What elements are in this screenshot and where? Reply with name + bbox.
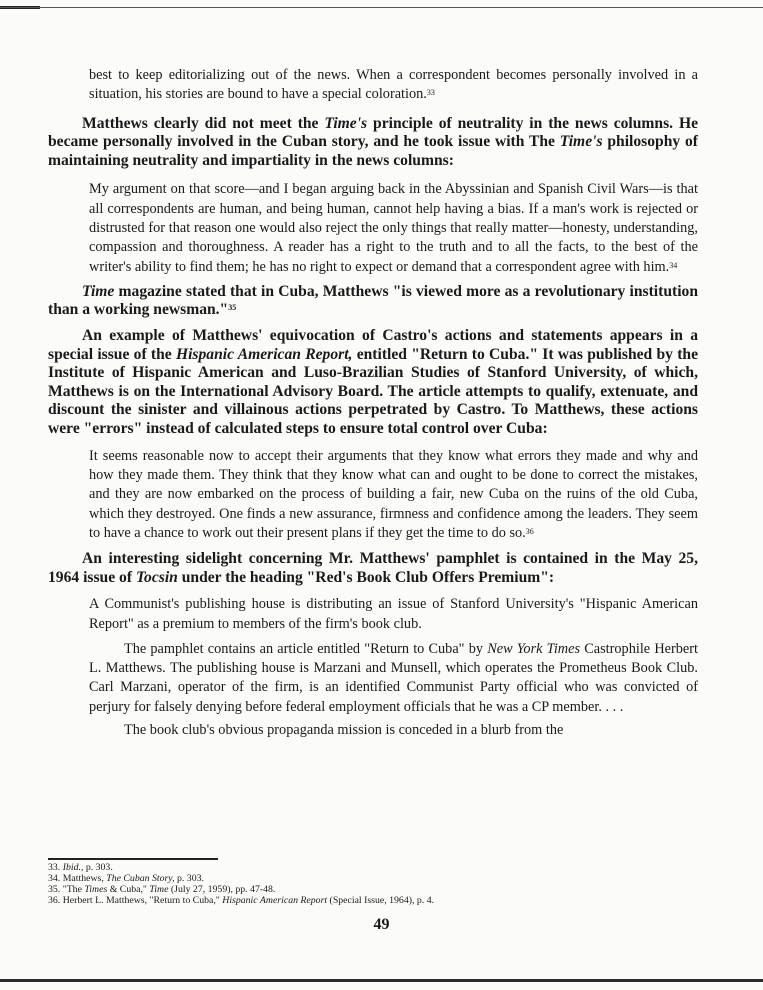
footnote-ref[interactable]: 36 xyxy=(525,526,534,536)
body-paragraph: An interesting sidelight concerning Mr. Matthews' pamphlet is contained in the May 25, 1964 issue of Tocsin under the heading "Red's Book Club Offers Premium": xyxy=(48,550,698,586)
body-paragraph: An example of Matthews' equivocation of Castro's actions and statements appears in a special issue of the Hispanic American Report, entitled "Return to Cuba." It was published by the Institute of Hispanic American and Luso-Brazilian Studies of Stanford University, of which, Matthews is on the International Advisory Board. The article attempts to qualify, extenuate, and discount the sinister and villainous actions perpetrated by Castro. To Matthews, these actions were "errors" instead of calculated steps to ensure total control over Cuba: xyxy=(48,327,698,438)
body-paragraph: Matthews clearly did not meet the Time's principle of neutrality in the news columns. He became personally involved in the Cuban story, and he took issue with The Time's philosophy of maintaining neutrality and impartiality in the news columns: xyxy=(48,114,699,169)
footnote-34: 34. Matthews, The Cuban Story, p. 303. xyxy=(48,873,204,884)
footnote-ref[interactable]: 34 xyxy=(669,260,678,270)
bottom-rule xyxy=(0,979,763,982)
footnote-ref[interactable]: 33 xyxy=(426,88,435,98)
body-paragraph: Time magazine stated that in Cuba, Matthews "is viewed more as a revolutionary institution than a working newsman."$^{35}$ xyxy=(48,282,698,319)
quote-paragraph: The book club's obvious propaganda mission is conceded in a blurb from the xyxy=(124,722,564,739)
top-rule xyxy=(0,7,763,8)
footnote-35: 35. "The Times & Cuba," Time (July 27, 1959), pp. 47-48. xyxy=(48,884,276,895)
quote-paragraph: The pamphlet contains an article entitled "Return to Cuba" by New York Times Castrophile Herbert L. Matthews. The publishing house is Marzani and Munsell, which operates the Prometheus Book Club. Carl Marzani, operator of the firm, is an identified Communist Party official who was convicted of perjury for falsely denying before federal employment officials that he was a CP member. . . . xyxy=(89,640,698,715)
page-body xyxy=(48,64,698,740)
footnote-33: 33. Ibid., p. 303. xyxy=(48,862,113,873)
footnote-ref[interactable]: 35 xyxy=(228,303,237,313)
quote-paragraph: best to keep editorializing out of the news. When a correspondent becomes personally involved in a situation, his stories are bound to have a special coloration.$^{33}$ xyxy=(89,67,698,103)
quote-paragraph: It seems reasonable now to accept their arguments that they know what errors they made and why and how they made them. They think that they know what can and ought to be done to correct the mistakes, and they are now embarked on the process of building a fair, new Cuba on the ruins of the old Cuba, which they destroyed. One finds a new assurance, firmness and confidence among the leaders. They seem to have a chance to work out their present plans if they get the time to do so.$^{36}$ xyxy=(89,447,698,541)
footnotes xyxy=(48,862,698,906)
quote-paragraph: My argument on that score—and I began arguing back in the Abyssinian and Spanish Civil Wars—is that all correspondents are human, and being human, cannot help having a bias. If a man's work is rejected or distrusted for that reason one would also reject the only things that really matter—honesty, understanding, compassion and thoroughness. A reader has a right to the truth and to all the facts, to the best of the writer's ability to find them; he has no right to expect or demand that a correspondent agree with him.$^{34}$ xyxy=(89,181,698,275)
footnote-rule xyxy=(48,858,218,860)
quote-paragraph: A Communist's publishing house is distributing an issue of Stanford University's "Hispanic American Report" as a premium to members of the firm's book club. xyxy=(89,596,698,632)
footnote-36: 36. Herbert L. Matthews, "Return to Cuba," Hispanic American Report (Special Issue, 1964), p. 4. xyxy=(48,895,435,906)
page-number: 49 xyxy=(373,916,390,933)
